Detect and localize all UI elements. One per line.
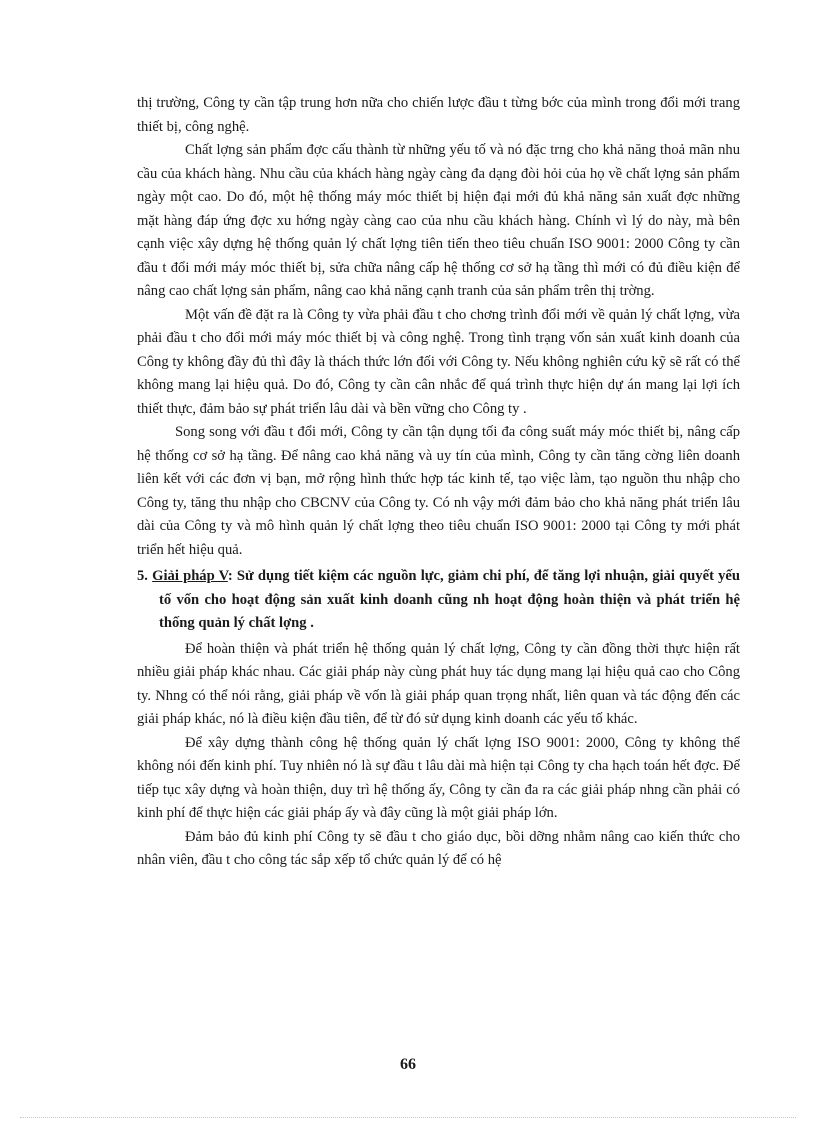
heading-number: 5.	[137, 568, 148, 584]
page-body	[137, 92, 740, 873]
paragraph-5: Để hoàn thiện và phát triển hệ thống quản lý chất lợng, Công ty cần đồng thời thực hiện rất nhiều giải pháp khác nhau. Các giải pháp này cùng phát huy tác dụng mang lại hiệu quả cao cho Công ty. Nhng có thể nói rằng, giải pháp về vốn là giải pháp quan trọng nhất, liên quan và tác động đến các giải pháp khác, nó là điều kiện đầu tiên, để từ đó sử dụng kinh doanh các yếu tố khác.	[137, 640, 740, 727]
heading-label: Giải pháp V	[152, 568, 228, 584]
page-number: 66	[400, 1056, 416, 1073]
section-heading	[137, 565, 740, 636]
paragraph-3: Một vấn đề đặt ra là Công ty vừa phải đầu t cho chơng trình đổi mới về quản lý chất lợng, vừa phải đầu t cho đổi mới máy móc thiết bị và công nghệ. Trong tình trạng vốn sản xuất kinh doanh của Công ty không đầy đủ thì đây là thách thức lớn đối với Công ty. Nếu không nghiên cứu kỹ sẽ rất có thể không mang lại hiệu quả. Do đó, Công ty cần cân nhắc để quá trình thực hiện dự án mang lại lợi ích thiết thực, đảm bảo sự phát triển lâu dài và bền vững cho Công ty .	[137, 306, 740, 417]
paragraph-2: Chất lợng sản phẩm đợc cấu thành từ những yếu tố và nó đặc trng cho khả năng thoả mãn nhu cầu của khách hàng. Nhu cầu của khách hàng ngày càng đa dạng đòi hỏi của họ về chất lợng sản phẩm ngày một cao. Do đó, một hệ thống máy móc thiết bị hiện đại mới đủ khả năng sản xuất đợc những mặt hàng đáp ứng đợc xu hớng ngày càng cao của nhu cầu khách hàng. Chính vì lý do này, mà bên cạnh việc xây dựng hệ thống quản lý chất lợng tiên tiến theo tiêu chuẩn ISO 9001: 2000 Công ty cần đầu t đổi mới máy móc thiết bị, sửa chữa nâng cấp hệ thống cơ sở hạ tầng thì mới có đủ điều kiện để nâng cao chất lợng sản phẩm, nâng cao khả năng cạnh tranh của sản phẩm trên thị trờng.	[137, 142, 740, 299]
paragraph-1: thị trường, Công ty cần tập trung hơn nữa cho chiến lược đầu t từng bớc của mình trong đổi mới trang thiết bị, công nghệ.	[137, 95, 740, 135]
paragraph-4: Song song với đầu t đổi mới, Công ty cần tận dụng tối đa công suất máy móc thiết bị, nâng cấp hệ thống cơ sở hạ tầng. Để nâng cao khả năng và uy tín của mình, Công ty cần tăng cờng liên doanh liên kết với các đơn vị bạn, mở rộng hình thức hợp tác kinh tế, tạo việc làm, tạo nguồn thu nhập cho Công ty, tăng thu nhập cho CBCNV của Công ty. Có nh vậy mới đảm bảo cho khả năng phát triển lâu dài của Công ty và mô hình quản lý chất lợng theo tiêu chuẩn ISO 9001: 2000 tại Công ty mới phát triển hết hiệu quả.	[137, 424, 740, 558]
paragraph-6: Để xây dựng thành công hệ thống quản lý chất lợng ISO 9001: 2000, Công ty không thể không nói đến kinh phí. Tuy nhiên nó là sự đầu t lâu dài mà hiện tại Công ty cha hạch toán hết đợc. Để tiếp tục xây dựng và hoàn thiện, duy trì hệ thống ấy, Công ty cần đa ra các giải pháp nhng cần phải có kinh phí để thực hiện các giải pháp ấy và đây cũng là một giải pháp lớn.	[137, 734, 740, 821]
paragraph-7: Đảm bảo đủ kinh phí Công ty sẽ đầu t cho giáo dục, bồi dỡng nhằm nâng cao kiến thức cho nhân viên, đầu t cho công tác sắp xếp tổ chức quản lý để có hệ	[137, 828, 740, 868]
heading-text: : Sử dụng tiết kiệm các nguồn lực, giảm chi phí, để tăng lợi nhuận, giải quyết yếu tố vốn cho hoạt động sản xuất kinh doanh cũng nh hoạt động hoàn thiện và phát triển hệ thống quản lý chất lợng .	[159, 568, 741, 631]
page-bottom-divider	[20, 1117, 796, 1118]
